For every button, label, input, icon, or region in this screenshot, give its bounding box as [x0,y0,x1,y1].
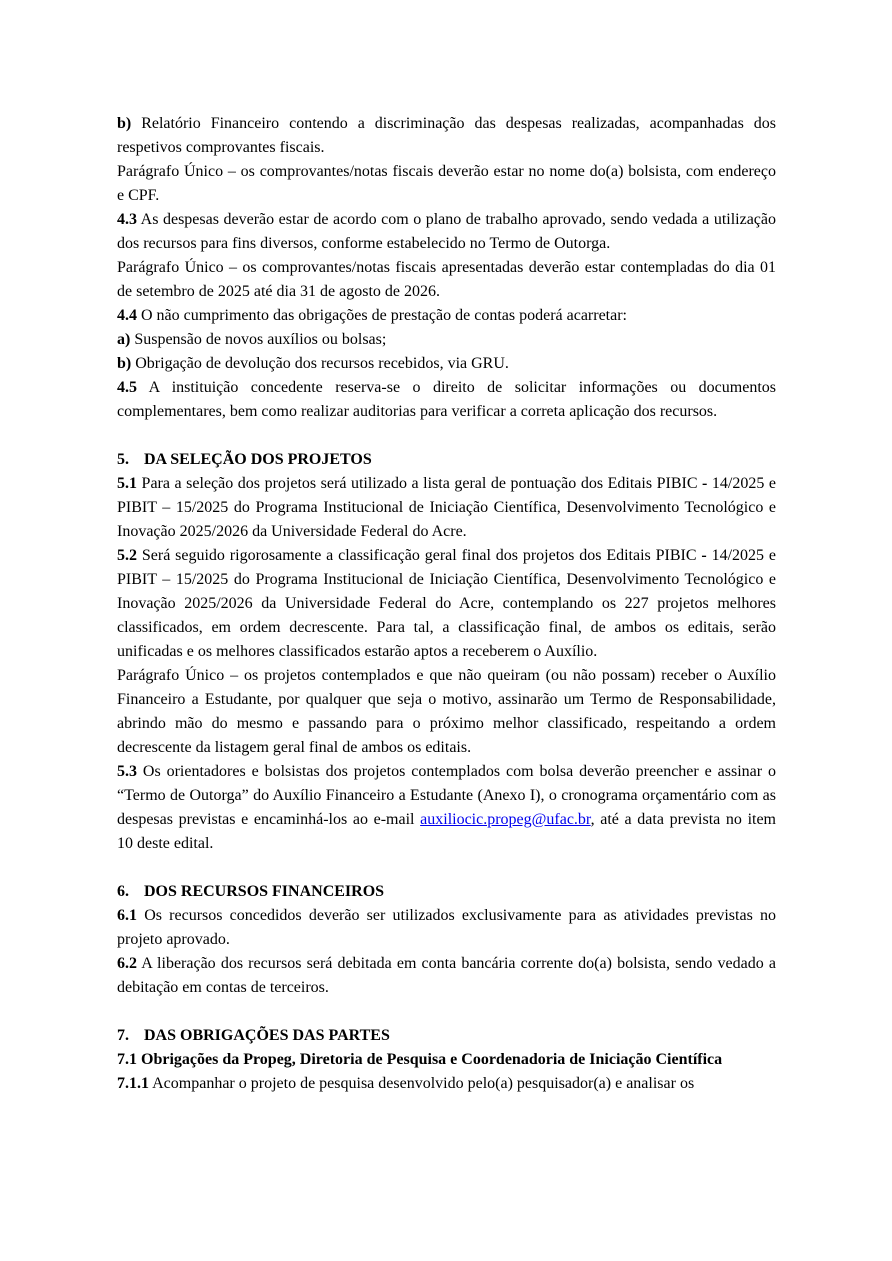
paragraph-text: A liberação dos recursos será debitada em conta bancária corrente do(a) bolsista, sendo vedado a debitação em contas de terceiros. [117,955,776,996]
dash: - [701,547,707,564]
paragraph-text: A instituição concedente reserva-se o direito de solicitar informações ou documentos complementares, bem como realizar auditorias para verificar a correta aplicação dos recursos. [117,379,776,420]
paragraph-6-2 [117,952,776,1000]
email-link[interactable]: auxiliocic.propeg@ufac.br [420,811,591,828]
section-number: 7. [117,1027,129,1044]
item-number: 6.2 [117,955,137,972]
paragraph-text: Obrigação de devolução dos recursos recebidos, via GRU. [131,355,509,372]
section-heading-6 [117,880,776,904]
paragraph-unico-3: Parágrafo Único – os projetos contemplados e que não queiram (ou não possam) receber o Auxílio Financeiro a Estudante, por qualquer que seja o motivo, assinarão um Termo de Responsabilidade, abrindo mão do mesmo e passando para o próximo melhor classificado, respeitando a ordem decrescente da listagem geral final de ambos os editais. [117,667,776,756]
paragraph-4-2-b [117,112,776,160]
paragraph-text: Os orientadores e bolsistas dos projetos contemplados com bolsa deverão preencher e assinar o “Termo de Outorga” do Auxílio Financeiro a Estudante (Anexo I), o cronograma orçamentário com as despesas previstas e encaminhá-los ao e-mail [117,763,776,828]
paragraph-text: Relatório Financeiro contendo a discriminação das despesas realizadas, acompanhadas dos respetivos comprovantes fiscais. [117,115,776,156]
paragraph-unico-1: Parágrafo Único – os comprovantes/notas fiscais deverão estar no nome do(a) bolsista, com endereço e CPF. [117,163,776,204]
paragraph-unico-2: Parágrafo Único – os comprovantes/notas fiscais apresentadas deverão estar contempladas do dia 01 de setembro de 2025 até dia 31 de agosto de 2026. [117,259,776,300]
paragraph-text: Será seguido rigorosamente a classificação geral final dos projetos dos Editais PIBIC [137,547,702,564]
spacer [117,856,776,880]
item-number: 6.1 [117,907,137,924]
section-heading-5 [117,448,776,472]
spacer [117,1000,776,1024]
item-label: a) [117,331,131,348]
item-number: 4.3 [117,211,137,228]
paragraph-text: 14/2025 e PIBIT – 15/2025 do Programa Institucional de Iniciação Científica, Desenvolvimento Tecnológico e Inovação 2025/2026 da Universidade Federal do Acre. [117,475,776,540]
paragraph-text: 14/2025 e PIBIT – 15/2025 do Programa Institucional de Iniciação Científica, Desenvolvimento Tecnológico e Inovação 2025/2026 da Universidade Federal do Acre, contemplando os 227 projetos melhores classificados, em ordem decrescente. Para tal, a classificação final, de ambos os editais, serão unificadas e os melhores classificados estarão aptos a receberem o Auxílio. [117,547,777,660]
paragraph-4-4-b [117,352,776,376]
paragraph-text: Acompanhar o projeto de pesquisa desenvolvido pelo(a) pesquisador(a) e analisar os [149,1075,695,1092]
paragraph-text: Para a seleção dos projetos será utilizado a lista geral de pontuação dos Editais PIBIC [137,475,703,492]
item-number: 5.2 [117,547,137,564]
item-number: 4.4 [117,307,137,324]
subsection-heading-7-1: 7.1 Obrigações da Propeg, Diretoria de Pesquisa e Coordenadoria de Iniciação Científica [117,1051,723,1068]
section-title: DOS RECURSOS FINANCEIROS [144,883,385,900]
item-number: 7.1.1 [117,1075,149,1092]
paragraph-text: O não cumprimento das obrigações de prestação de contas poderá acarretar: [137,307,627,324]
paragraph-4-3 [117,208,776,256]
paragraph-6-1 [117,904,776,952]
section-title: DAS OBRIGAÇÕES DAS PARTES [144,1027,390,1044]
item-number: 5.3 [117,763,137,780]
paragraph-text: , até a data prevista no item 10 deste edital. [117,811,777,852]
paragraph-5-2 [117,544,776,664]
item-label: b) [117,355,132,372]
paragraph-4-5 [117,376,776,424]
paragraph-4-4-a [117,328,776,352]
item-number: 5.1 [117,475,137,492]
item-label: b) [117,115,132,132]
paragraph-4-4 [117,304,776,328]
document-page [117,112,776,1096]
section-heading-7 [117,1024,776,1048]
section-title: DA SELEÇÃO DOS PROJETOS [144,451,372,468]
paragraph-text: Os recursos concedidos deverão ser utilizados exclusivamente para as atividades previstas no projeto aprovado. [117,907,776,948]
paragraph-text: Suspensão de novos auxílios ou bolsas; [130,331,387,348]
paragraph-5-3 [117,760,776,856]
paragraph-5-1 [117,472,776,544]
dash: - [702,475,708,492]
paragraph-7-1-1 [117,1072,776,1096]
section-number: 5. [117,451,129,468]
paragraph-text: As despesas deverão estar de acordo com o plano de trabalho aprovado, sendo vedada a utilização dos recursos para fins diversos, conforme estabelecido no Termo de Outorga. [117,211,776,252]
item-number: 4.5 [117,379,137,396]
spacer [117,424,776,448]
section-number: 6. [117,883,129,900]
